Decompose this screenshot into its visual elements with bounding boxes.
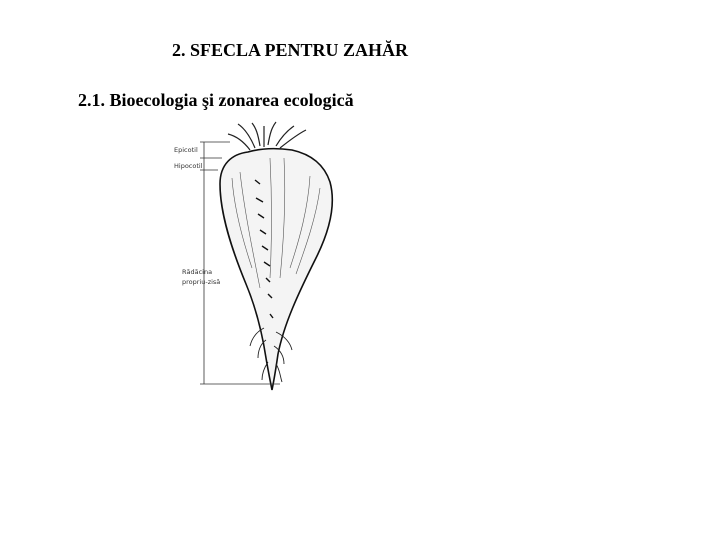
label-hypocotyl: Hipocotil <box>174 162 203 170</box>
sugar-beet-drawing <box>160 118 360 398</box>
subsection-heading: 2.1. Bioecologia şi zonarea ecologică <box>78 90 354 110</box>
label-root-line2: propriu-zisă <box>182 278 221 286</box>
beet-root-outline <box>220 149 332 390</box>
sugar-beet-illustration <box>160 118 360 398</box>
leaf-stalks <box>228 122 306 150</box>
label-epicotyl: Epicotil <box>174 146 198 154</box>
section-heading: 2. SFECLA PENTRU ZAHĂR <box>172 40 409 60</box>
label-root-line1: Rădăcina <box>182 268 213 276</box>
